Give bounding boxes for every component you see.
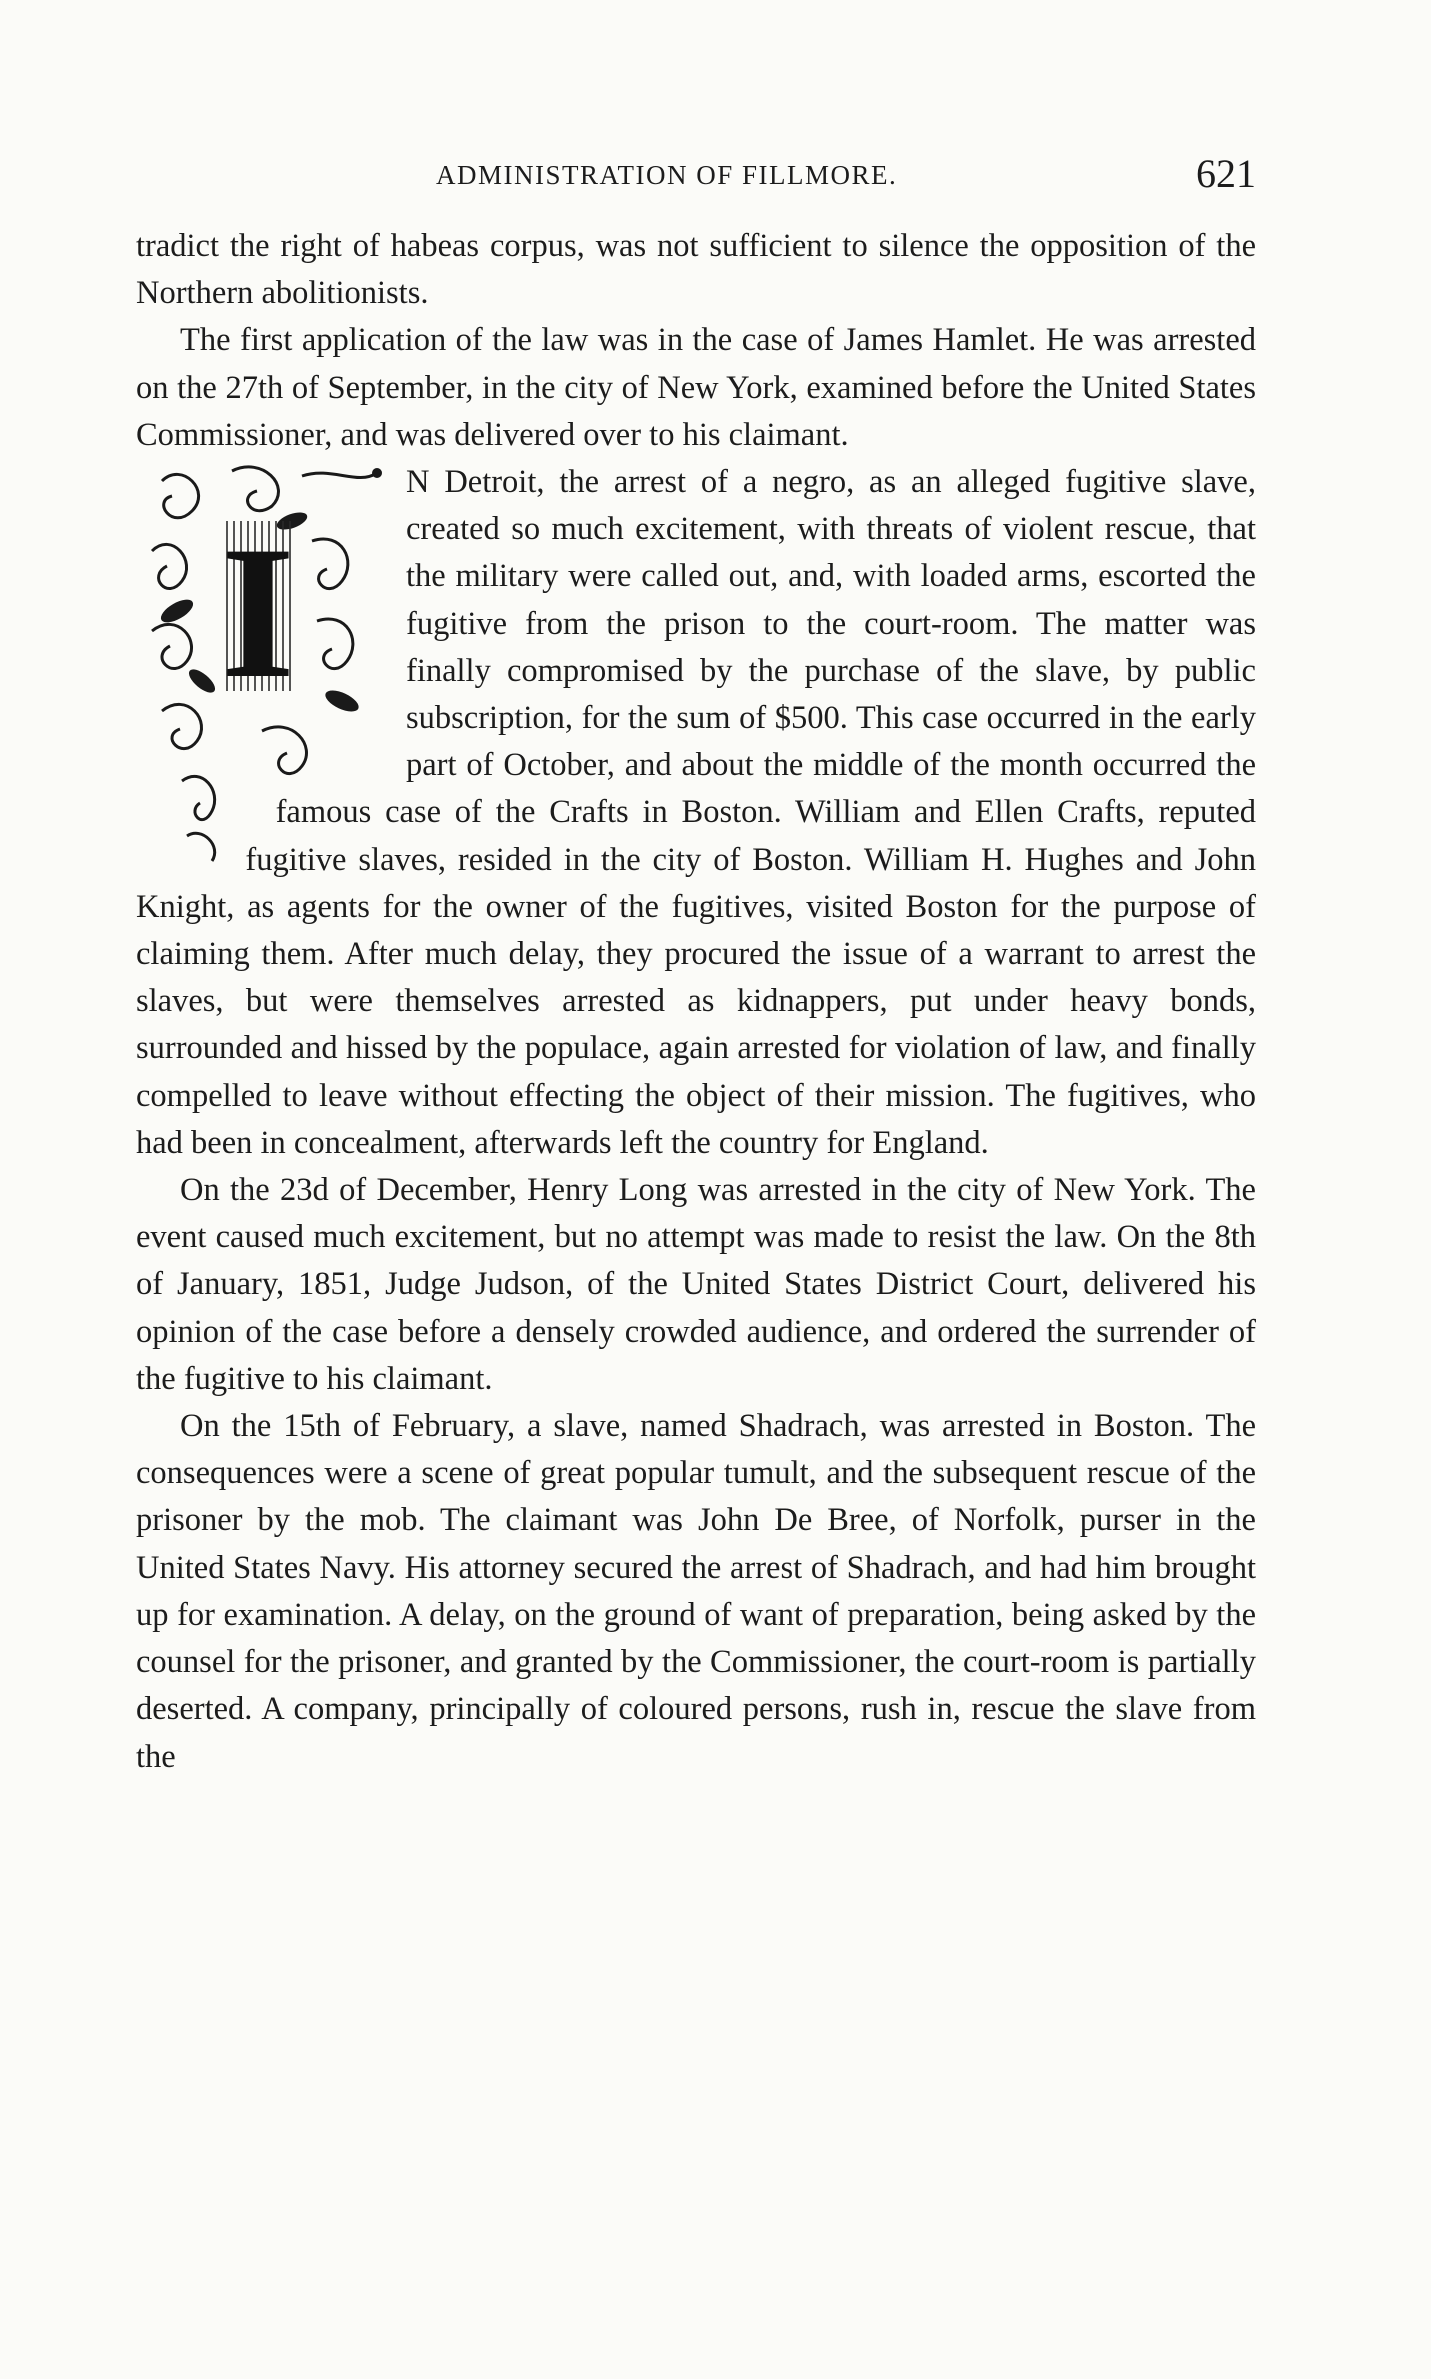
paragraph: N Detroit, the arrest of a negro, as an alleged fugitive slave, created so much excitement, with threats of violent rescue, that the military were called out, and, with loaded arms, escorted the fugitive from the prison to the court-room. The matter was finally compromised by the purchase of the slave, by public subscription, for the sum of $500. This case occurred in the early part of October, and about the middle of the month occurred the famous case of the Crafts in Boston. William and Ellen Crafts, reputed fugitive slaves, resided in the city of Boston. William H. Hughes and John Knight, as agents for the owner of the fugitives, visited Boston for the purpose of claiming them. After much delay, they procured the issue of a warrant to arrest the slaves, but were themselves arrested as kidnappers, put under heavy bonds, surrounded and hissed by the populace, again arrested for violation of law, and finally compelled to leave without effecting the object of their mission. The fugitives, who had been in concealment, afterwards left the country for England. bbox=[136, 464, 1256, 1161]
paragraph: On the 23d of December, Henry Long was arrested in the city of New York. The event caused much excitement, but no attempt was made to resist the law. On the 8th of January, 1851, Judge Judson, of the United States District Court, delivered his opinion of the case before a densely crowded audience, and ordered the surrender of the fugitive to his claimant. bbox=[136, 1172, 1256, 1397]
dropcap-paragraph bbox=[136, 459, 1256, 1167]
page-number: 621 bbox=[1196, 151, 1256, 196]
page-header bbox=[136, 150, 1256, 210]
ornamental-initial-graphic bbox=[142, 461, 392, 881]
svg-text:I: I bbox=[221, 508, 295, 719]
paragraph: tradict the right of habeas corpus, was not sufficient to silence the opposition of the Northern abolitionists. bbox=[136, 228, 1256, 312]
paragraph: On the 15th of February, a slave, named Shadrach, was arrested in Boston. The consequences were a scene of great popular tumult, and the subsequent rescue of the prisoner by the mob. The claimant was John De Bree, of Norfolk, purser in the United States Navy. His attorney secured the arrest of Shadrach, and had him brought up for examination. A delay, on the ground of want of preparation, being asked by the counsel for the prisoner, and granted by the Commissioner, the court-room is partially deserted. A company, principally of coloured persons, rush in, rescue the slave from the bbox=[136, 1408, 1256, 1775]
body-text bbox=[136, 223, 1256, 1781]
ornamental-initial bbox=[142, 461, 392, 881]
paragraph: The first application of the law was in the case of James Hamlet. He was arrested on the 27th of September, in the city of New York, examined before the United States Commissioner, and was delivered over to his claimant. bbox=[136, 322, 1256, 453]
running-head: ADMINISTRATION OF FILLMORE. bbox=[436, 160, 898, 190]
